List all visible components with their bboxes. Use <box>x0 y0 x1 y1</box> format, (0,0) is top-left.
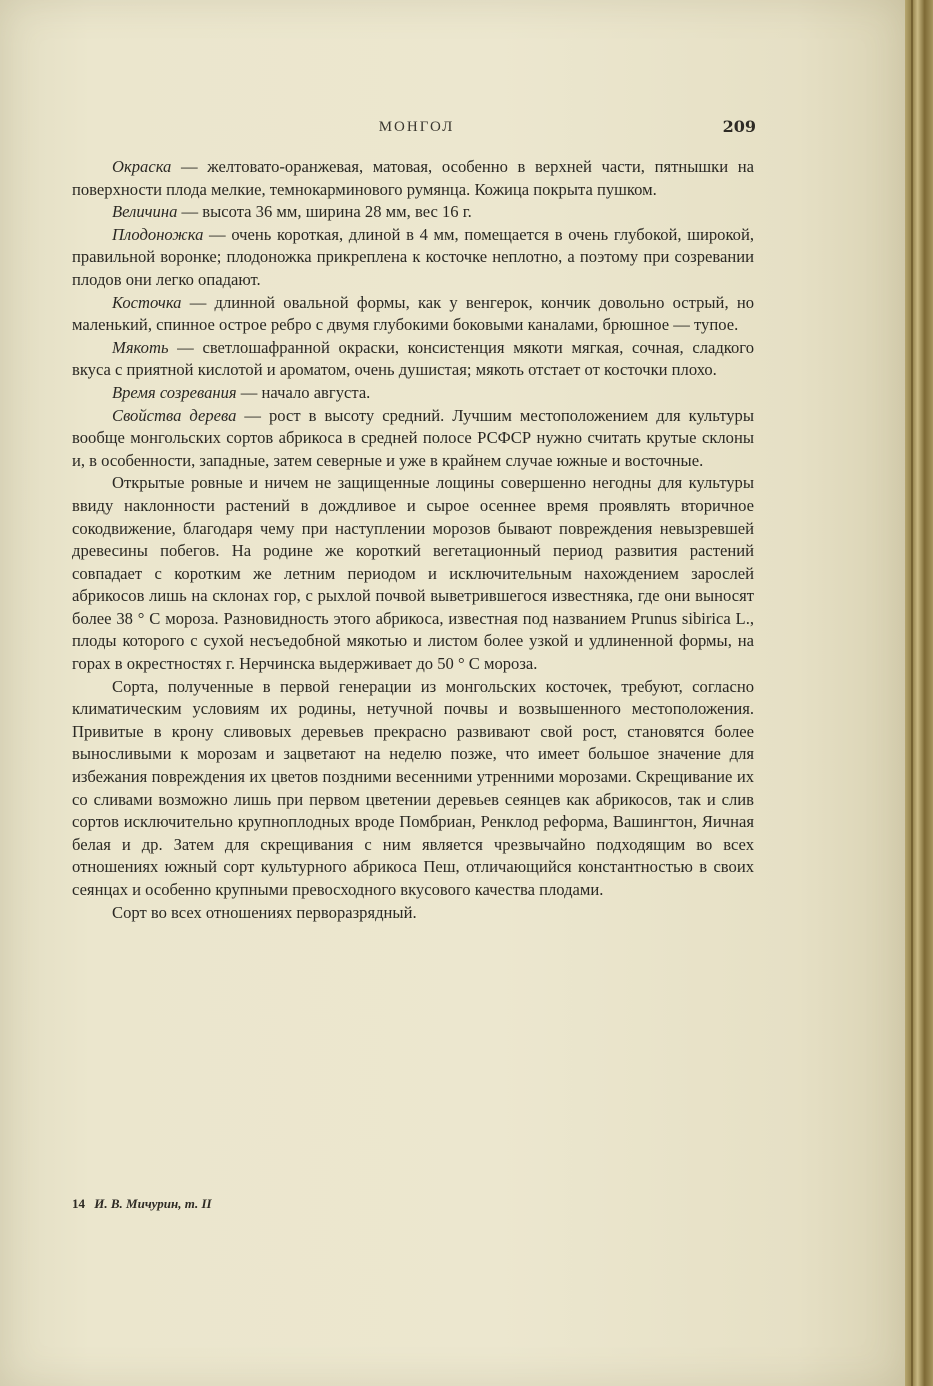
book-edge <box>905 0 933 1386</box>
signature-number: 14 <box>72 1196 85 1211</box>
paragraph-svoistva <box>72 405 754 473</box>
term-label: Величина <box>112 202 178 222</box>
body-text <box>72 156 754 924</box>
paragraph-kostochka <box>72 292 754 337</box>
paragraph-text: — начало августа. <box>236 382 371 402</box>
term-label: Свойства дерева <box>112 405 237 425</box>
paragraph-otkrytye <box>72 472 754 675</box>
paragraph-okraska <box>72 156 754 201</box>
term-label: Время созревания <box>112 382 237 402</box>
term-label: Мякоть <box>112 337 169 357</box>
paragraph-text: Открытые ровные и ничем не защищенные лощины совершенно негодны для культуры ввиду наклонности растений в дождливое и сырое осеннее время проявлять вторичное сокодвижение, благодаря чему при наступлении морозов бывают повреждения невызревшей древесины побегов. На родине же короткий вегетационный период развития растений совпадает с коротким же летним периодом и исключительным нахождением зарослей абрикосов лишь на склонах гор, с рыхлой почвой выветрившегося известняка, где они выносят более 38 ° C мороза. Разновидность этого абрикоса, известная под названием Prunus sibirica L., плоды которого с сухой несъедобной мякотью и листом более узкой и удлиненной формы, на горах в окрестностях г. Нерчинска выдерживает до 50 ° C мороза. <box>72 473 754 674</box>
paragraph-text: Сорта, полученные в первой генерации из монгольских косточек, требуют, согласно климатическим условиям их родины, нетучной почвы и возвышенного местоположения. Привитые в крону сливовых деревьев прекрасно развивают свой рост, становятся более выносливыми к морозам и зацветают на неделю позже, что имеет большое значение для избежания повреждения их цветов поздними весенними утренними морозами. Скрещивание их со сливами возможно лишь при первом цветении деревьев сеянцев как абрикосов, так и слив сортов исключительно крупноплодных вроде Помбриан, Ренклод реформа, Вашингтон, Яичная белая и др. Затем для скрещивания с ним является чрезвычайно подходящим во всех отношениях южный сорт культурного абрикоса Пеш, отличающийся константностью в своих сеянцах и особенно крупными превосходного вкусового качества плодами. <box>72 676 754 899</box>
term-label: Плодоножка <box>112 224 204 244</box>
paragraph-sorta <box>72 676 754 902</box>
paragraph-myakot <box>72 337 754 382</box>
paragraph-velichina <box>72 201 754 224</box>
paragraph-sort <box>72 902 754 925</box>
paragraph-vremya <box>72 382 754 405</box>
paragraph-plodonozhka <box>72 224 754 292</box>
paragraph-text: — высота 36 мм, ширина 28 мм, вес 16 г. <box>177 202 472 222</box>
paragraph-text: — очень короткая, длиной в 4 мм, помещается в очень глубокой, широкой, правильной воронке; плодоножка прикреплена к косточке неплотно, а поэтому при созревании плодов они легко опадают. <box>72 224 754 289</box>
page-number: 209 <box>722 117 756 136</box>
term-label: Косточка <box>112 292 182 312</box>
paragraph-text: — рост в высоту средний. Лучшим местоположением для культуры вообще монгольских сортов абрикоса в средней полосе РСФСР нужно считать крутые склоны и, в особенности, западные, затем северные и уже в крайнем случае южные и восточные. <box>72 405 755 470</box>
paragraph-text: Сорт во всех отношениях перворазрядный. <box>112 902 417 922</box>
running-title: МОНГОЛ <box>378 119 455 135</box>
paragraph-text: — длинной овальной формы, как у венгерок, кончик довольно острый, но маленький, спинное острое ребро с двумя глубокими боковыми каналами, брюшное — тупое. <box>72 292 754 335</box>
term-label: Окраска <box>112 157 172 176</box>
paragraph-text: — желтовато-оранжевая, матовая, особенно в верхней части, пятнышки на поверхности плода мелкие, темнокарминового румянца. Кожица покрыта пушком. <box>72 157 754 199</box>
paragraph-text: — светлошафранной окраски, консистенция мякоти мягкая, сочная, сладкого вкуса с приятной кислотой и ароматом, очень душистая; мякоть отстает от косточки плохо. <box>72 337 754 380</box>
signature-text: И. В. Мичурин, т. II <box>94 1196 212 1211</box>
printer-signature <box>72 1196 212 1212</box>
